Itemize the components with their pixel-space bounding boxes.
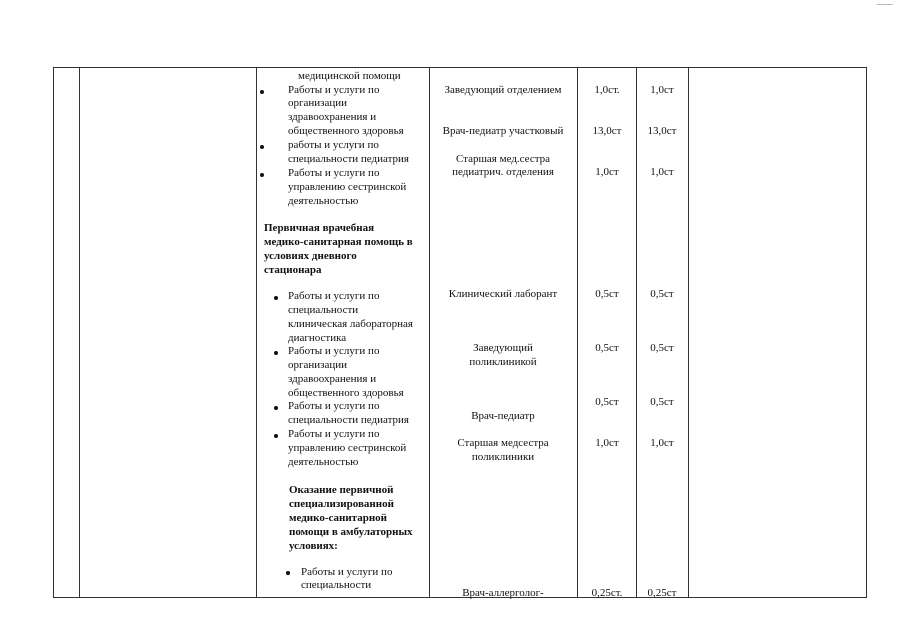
position-title: Врач-аллерголог- <box>462 587 544 599</box>
column-divider-6 <box>688 67 689 598</box>
table-frame <box>53 67 867 598</box>
section-heading-line: условиях: <box>289 540 338 552</box>
position-value-2: 0,5ст <box>650 396 674 408</box>
list-item-line: работы и услуги по <box>288 139 379 151</box>
list-item-line: управлению сестринской <box>288 442 407 454</box>
position-value-2: 1,0ст <box>650 84 674 96</box>
column-divider-3 <box>429 67 430 598</box>
bullet-icon <box>274 406 278 410</box>
position-title: Врач-педиатр участковый <box>442 125 564 137</box>
list-item-line: специальности педиатрия <box>288 153 409 165</box>
position-title-line: педиатрич. отделения <box>452 166 554 178</box>
section-heading-line: Оказание первичной <box>289 484 394 496</box>
position-value-1: 1,0ст. <box>594 84 620 96</box>
column-divider-5 <box>636 67 637 598</box>
list-item-line: деятельностью <box>288 456 359 468</box>
list-item-line: Работы и услуги по <box>288 290 380 302</box>
list-item-line: клиническая лабораторная <box>288 318 413 330</box>
list-item-line: организации <box>288 359 348 371</box>
scan-mark <box>877 4 893 5</box>
position-value-1: 0,5ст <box>595 288 619 300</box>
column-divider-2 <box>256 67 257 598</box>
list-item-line: здравоохранения и <box>288 111 377 123</box>
list-item-line: Работы и услуги по <box>288 400 380 412</box>
column-divider-4 <box>577 67 578 598</box>
position-value-1: 0,25ст. <box>591 587 623 599</box>
section-heading-line: стационара <box>264 264 322 276</box>
list-item-line: Работы и услуги по <box>288 345 380 357</box>
section-heading-line: медико-санитарной <box>289 512 388 524</box>
position-value-2: 0,5ст <box>650 342 674 354</box>
position-title-line: поликлиники <box>471 451 535 463</box>
section-heading-line: специализированной <box>289 498 394 510</box>
section-heading-line: Первичная врачебная <box>264 222 375 234</box>
column-divider-1 <box>79 67 80 598</box>
position-title-line: поликлиникой <box>469 356 537 368</box>
position-title-line: Старшая медсестра <box>457 437 549 449</box>
list-item-line: диагностика <box>288 332 347 344</box>
list-item-line: организации <box>288 97 348 109</box>
list-item-line: Работы и услуги по <box>288 84 380 96</box>
position-value-2: 1,0ст <box>650 166 674 178</box>
bullet-icon <box>260 145 264 149</box>
bullet-icon <box>274 296 278 300</box>
position-title-line: Заведующий <box>473 342 533 354</box>
section-heading-line: условиях дневного <box>264 250 357 262</box>
position-value-2: 0,25ст <box>647 587 677 599</box>
position-value-1: 0,5ст <box>595 342 619 354</box>
list-item-line: специальности <box>301 579 372 591</box>
list-item-line: специальности педиатрия <box>288 414 409 426</box>
list-item-line: деятельностью <box>288 195 359 207</box>
bullet-icon <box>260 90 264 94</box>
list-item-line: общественного здоровья <box>288 387 404 399</box>
position-title: Врач-педиатр <box>471 410 535 422</box>
position-value-1: 0,5ст <box>595 396 619 408</box>
list-item-line: здравоохранения и <box>288 373 377 385</box>
list-item-line: Работы и услуги по <box>288 167 380 179</box>
position-value-2: 0,5ст <box>650 288 674 300</box>
bullet-icon <box>274 351 278 355</box>
list-item-line: Работы и услуги по <box>301 566 393 578</box>
section-heading-line: помощи в амбулаторных <box>289 526 413 538</box>
list-item-line: общественного здоровья <box>288 125 404 137</box>
bullet-icon <box>286 571 290 575</box>
intro-line: медицинской помощи <box>298 70 401 82</box>
position-value-1: 1,0ст <box>595 437 619 449</box>
list-item-line: специальности <box>288 304 359 316</box>
position-value-1: 13,0ст <box>592 125 622 137</box>
position-title: Клинический лаборант <box>448 288 558 300</box>
list-item-line: управлению сестринской <box>288 181 407 193</box>
bullet-icon <box>274 434 278 438</box>
bullet-icon <box>260 173 264 177</box>
position-value-2: 13,0ст <box>647 125 677 137</box>
position-value-2: 1,0ст <box>650 437 674 449</box>
list-item-line: Работы и услуги по <box>288 428 380 440</box>
position-title: Заведующий отделением <box>444 84 562 96</box>
section-heading-line: медико-санитарная помощь в <box>264 236 413 248</box>
position-title-line: Старшая мед.сестра <box>455 153 551 165</box>
position-value-1: 1,0ст <box>595 166 619 178</box>
